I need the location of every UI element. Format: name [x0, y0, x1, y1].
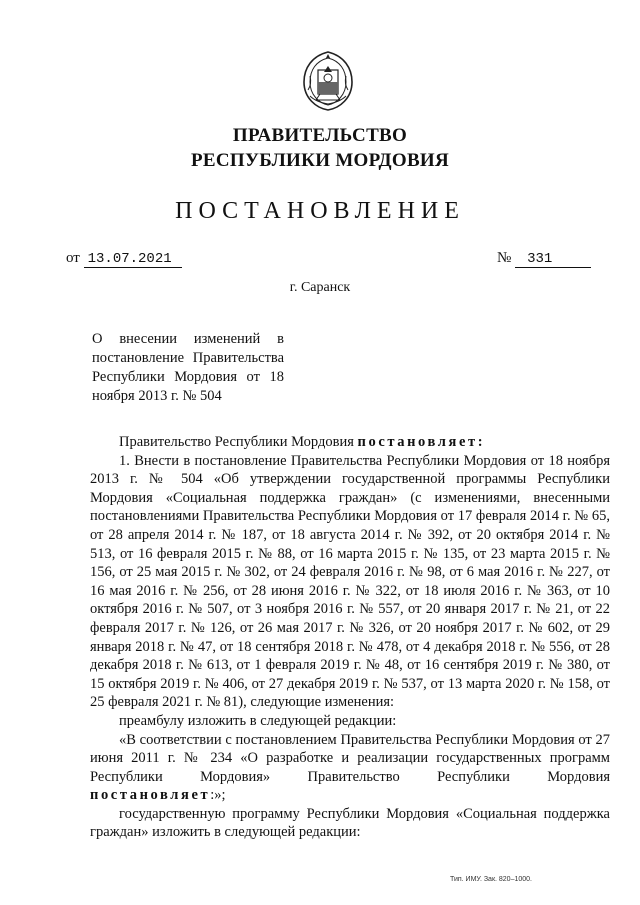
preamble-resolves-keyword: постановляет [90, 787, 211, 804]
resolution-lead: Правительство Республики Мордовия [119, 434, 358, 450]
resolution-paragraph [90, 433, 610, 452]
city-name: г. Саранск [289, 280, 351, 295]
preamble-lead: «В соответствии с постановлением Правительства Республики Мордовия от 27 июня 2011 г. № 234 «О разработке и реализации государственных программ Республики Мордовия» Правительство Республики Мордовия [90, 731, 610, 785]
preamble-tail: :»; [210, 787, 226, 804]
item-1-paragraph: 1. Внести в постановление Правительства Республики Мордовия от 18 ноября 2013 г. № 504 «Об утверждении государственной программы Республики Мордовия «Социальная поддержка граждан» (с изменениями, внесенными постановлениями Правительства Республики Мордовия от 17 февраля 2014 г. № 65, от 28 апреля 2014 г. № 187, от 18 августа 2014 г. № 392, от 20 октября 2014 г. № 513, от 16 февраля 2015 г. № 88, от 16 марта 2015 г. № 135, от 23 марта 2015 г. № 156, от 25 мая 2015 г. № 302, от 24 февраля 2016 г. № 98, от 6 мая 2016 г. № 227, от 16 мая 2016 г. № 256, от 28 июня 2016 г. № 322, от 18 июля 2016 г. № 363, от 10 октября 2016 г. № 507, от 3 ноября 2016 г. № 557, от 20 января 2017 г. № 21, от 22 февраля 2017 г. № 126, от 26 мая 2017 г. № 326, от 20 ноября 2017 г. № 602, от 29 января 2018 г. № 47, от 18 сентября 2018 г. № 478, от 4 декабря 2018 г. № 556, от 28 декабря 2018 г. № 613, от 1 февраля 2019 г. № 48, от 16 сентября 2019 г. № 380, от 15 октября 2019 г. № 406, от 27 декабря 2019 г. № 537, от 13 марта 2020 г. № 158, от 25 февраля 2021 г. № 81), следующие изменения: [90, 452, 610, 711]
number-line [497, 250, 591, 268]
document-subject: О внесении изменений в постановление Правительства Республики Мордовия от 18 ноября 2013 г. № 504 [92, 331, 284, 404]
coat-of-arms-emblem [300, 50, 356, 112]
resolves-keyword: постановляет: [357, 434, 486, 450]
document-number: 331 [515, 251, 591, 268]
document-type-title: ПОСТАНОВЛЕНИЕ [175, 198, 465, 224]
program-instruction: государственную программу Республики Мордовия «Социальная поддержка граждан» изложить в следующей редакции: [90, 805, 610, 841]
print-footer: Тип. ИМУ. Зак. 820–1000. [450, 876, 532, 883]
number-prefix: № [497, 250, 512, 266]
preamble-text [90, 731, 610, 805]
preamble-instruction: преамбулу изложить в следующей редакции: [119, 712, 397, 729]
document-date: 13.07.2021 [84, 251, 182, 268]
government-name-line2: РЕСПУБЛИКИ МОРДОВИЯ [190, 150, 450, 171]
date-line [66, 250, 182, 268]
government-name-line1: ПРАВИТЕЛЬСТВО [232, 125, 408, 146]
date-prefix: от [66, 250, 80, 266]
document-body [90, 433, 610, 842]
